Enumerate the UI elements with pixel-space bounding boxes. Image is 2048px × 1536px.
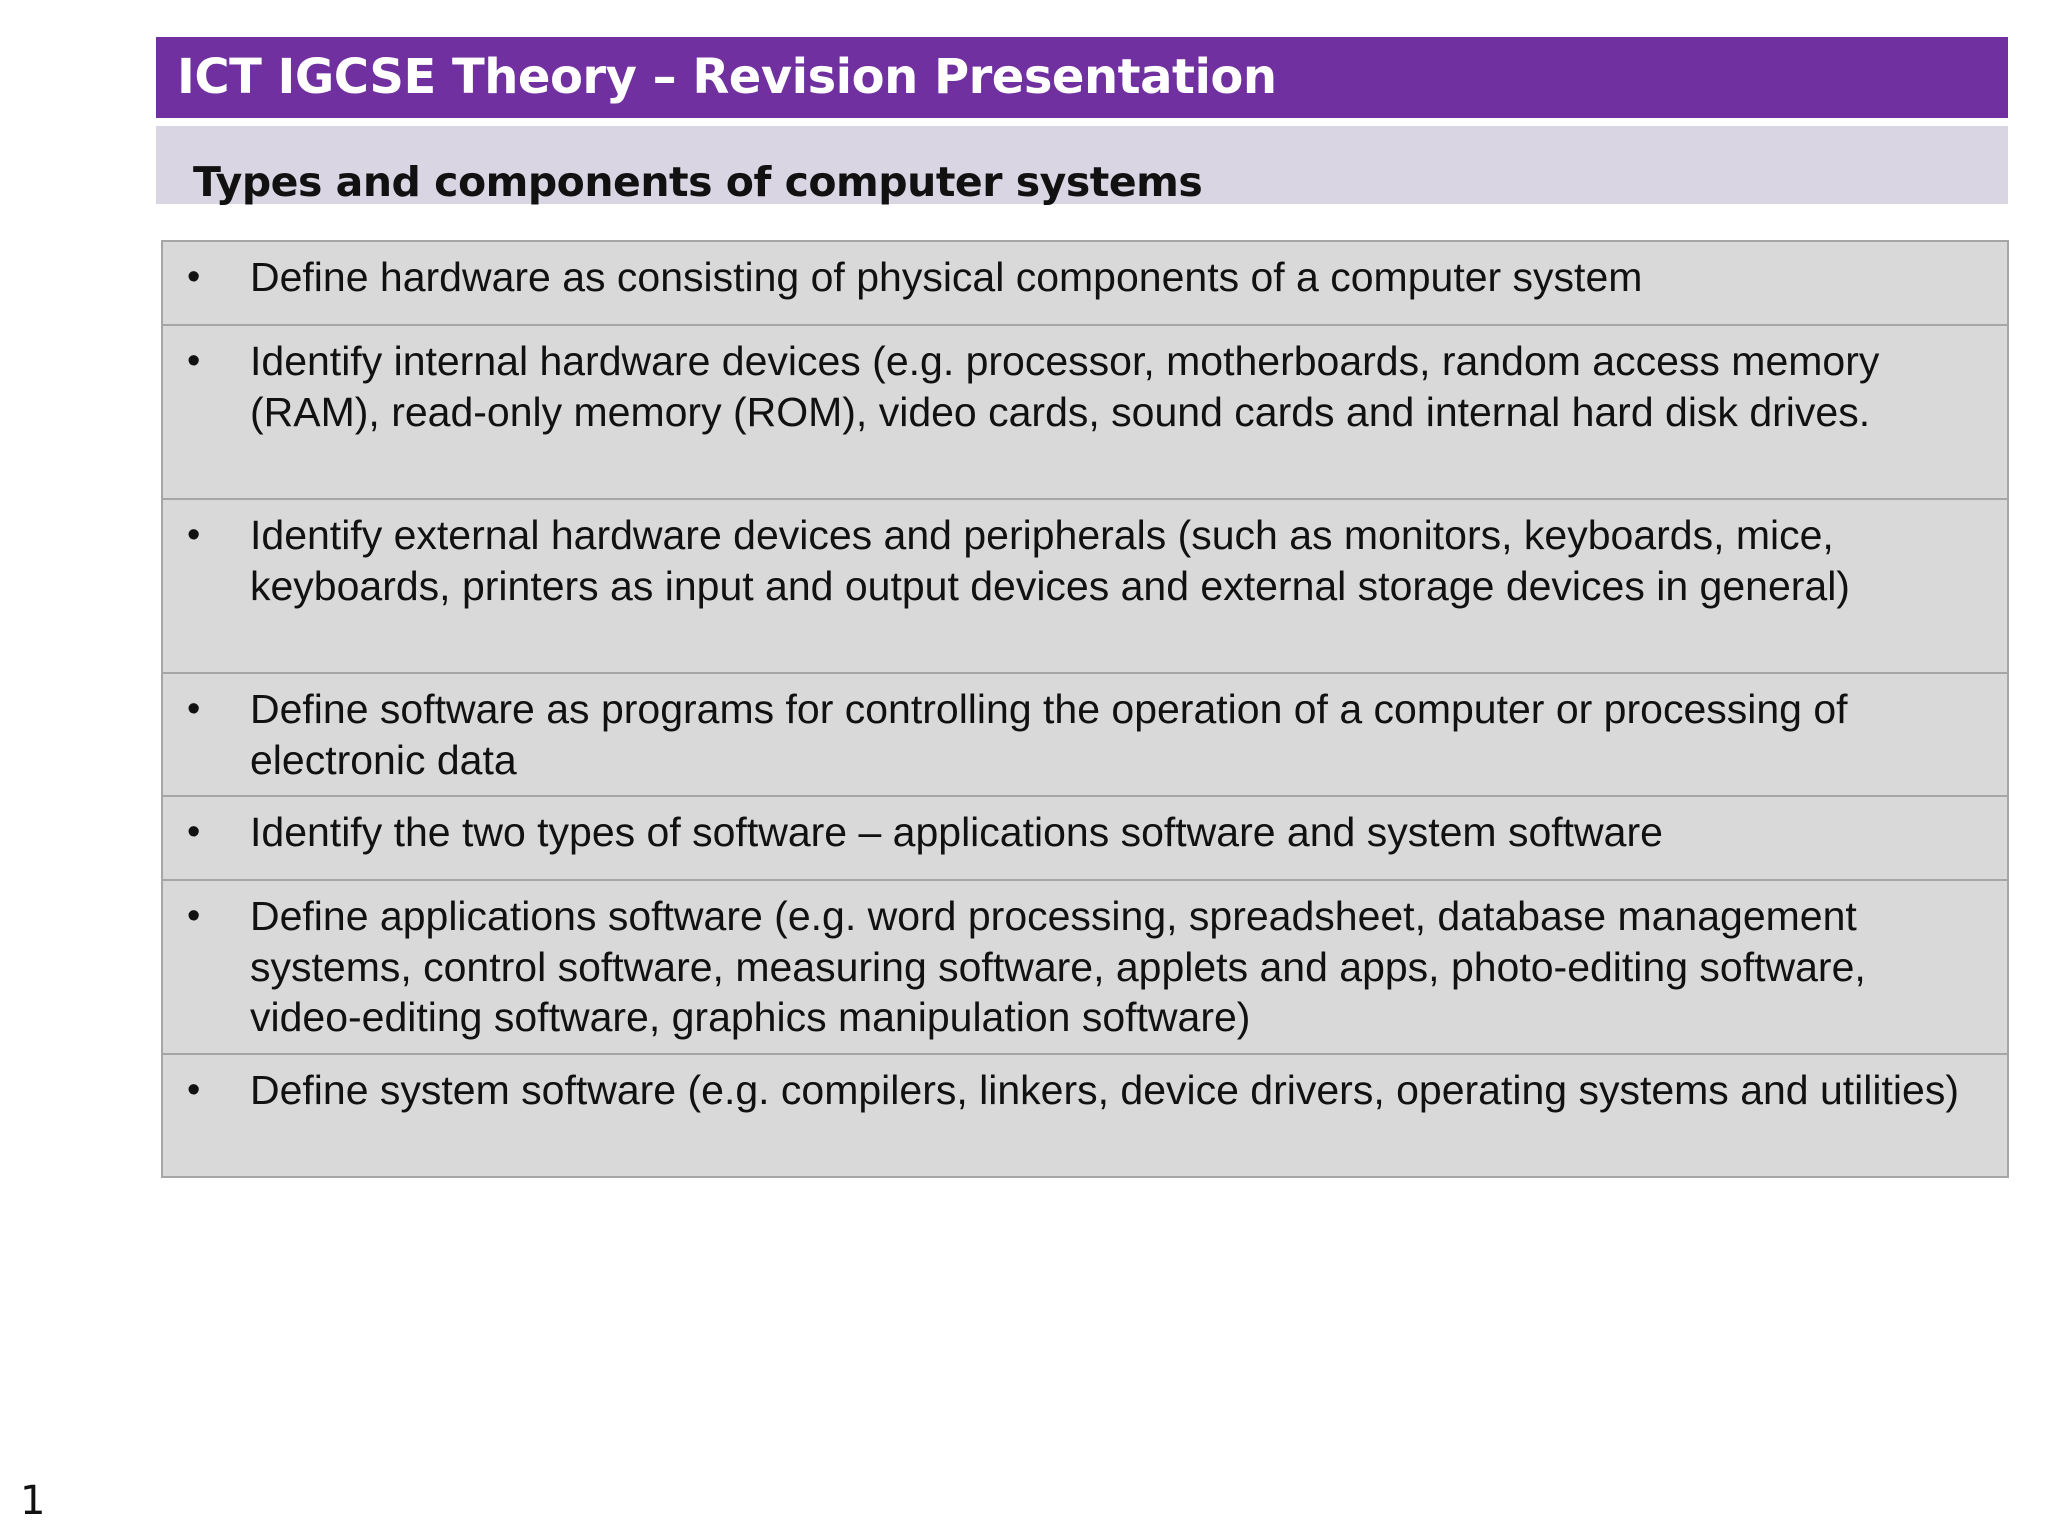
bullet-text: Define software as programs for controlling the operation of a computer or processing of electronic data	[250, 686, 1848, 783]
bullet-text: Define system software (e.g. compilers, linkers, device drivers, operating systems and utilities)	[250, 1067, 1959, 1113]
bullet-row	[163, 1055, 2007, 1176]
bullet-row	[163, 326, 2007, 500]
bullet-text: Define hardware as consisting of physical components of a computer system	[250, 254, 1643, 300]
bullet-row	[163, 881, 2007, 1055]
bullet-row	[163, 242, 2007, 326]
bullet-marker: •	[187, 688, 201, 730]
bullet-table	[161, 240, 2009, 1178]
bullet-marker: •	[187, 256, 201, 298]
bullet-text: Identify internal hardware devices (e.g. processor, motherboards, random access memory (RAM), read-only memory (ROM), video cards, sound cards and internal hard disk drives.	[250, 338, 1880, 435]
bullet-marker: •	[187, 340, 201, 382]
bullet-marker: •	[187, 1069, 201, 1111]
bullet-row	[163, 797, 2007, 881]
bullet-marker: •	[187, 811, 201, 853]
bullet-text: Identify the two types of software – applications software and system software	[250, 809, 1663, 855]
bullet-row	[163, 500, 2007, 674]
bullet-text: Identify external hardware devices and peripherals (such as monitors, keyboards, mice, keyboards, printers as input and output devices and external storage devices in general)	[250, 512, 1850, 609]
bullet-marker: •	[187, 895, 201, 937]
bullet-marker: •	[187, 514, 201, 556]
bullet-row	[163, 674, 2007, 797]
page-number: 1	[20, 1478, 46, 1524]
slide-title: ICT IGCSE Theory – Revision Presentation	[156, 37, 2008, 118]
bullet-text: Define applications software (e.g. word processing, spreadsheet, database management systems, control software, measuring software, applets and apps, photo-editing software, video-editing software, graphics manipulation software)	[250, 893, 1866, 1040]
slide-subtitle: Types and components of computer systems	[193, 158, 1203, 206]
